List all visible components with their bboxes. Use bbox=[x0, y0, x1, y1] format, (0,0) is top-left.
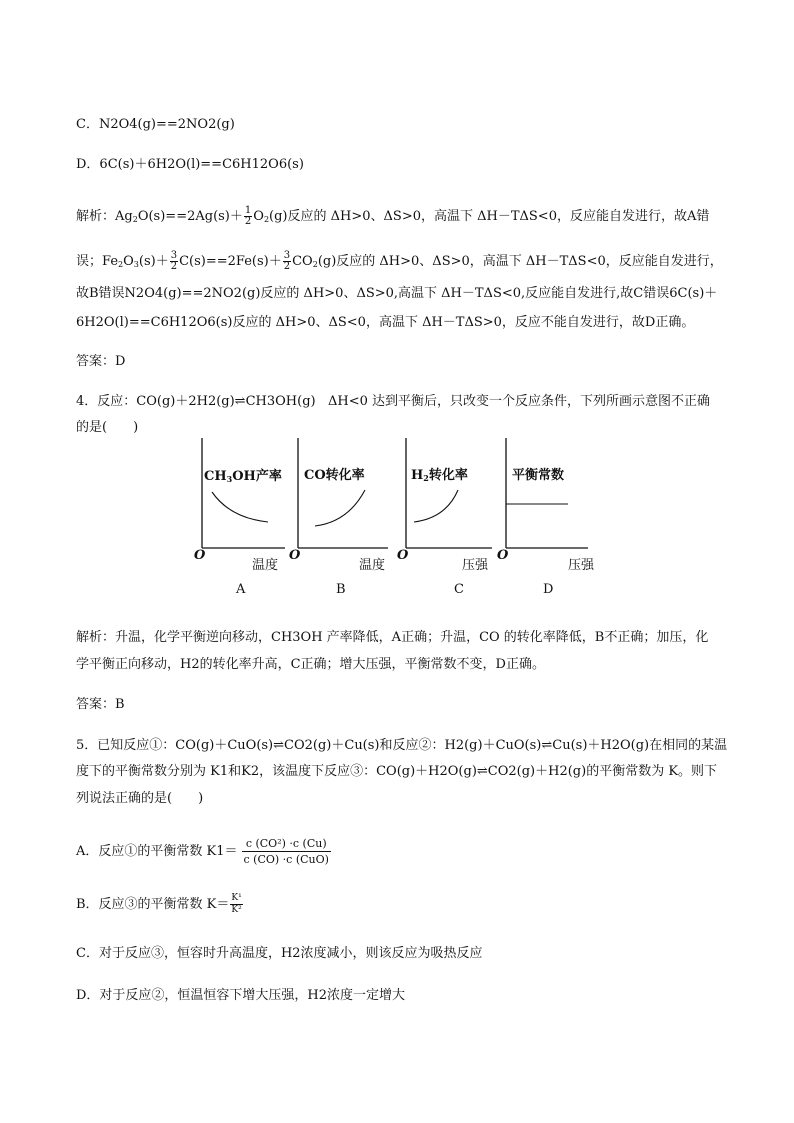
q5-option-d-text: D．对于反应②，恒温恒容下增大压强，H2浓度一定增大 bbox=[76, 988, 406, 1003]
graph-a-title: $CH_3OH$产率 bbox=[204, 469, 282, 484]
q4-answer bbox=[76, 697, 125, 713]
graph-b-title: CO转化率 bbox=[304, 468, 365, 483]
q5-stem-line-3 bbox=[76, 791, 203, 807]
q4-analysis-line-1 bbox=[76, 630, 708, 646]
q4-diagram bbox=[190, 430, 610, 609]
q4-stem-l2-text: 的是( ) bbox=[76, 420, 139, 435]
q3-analysis-line-2: 误；$Fe_2O_3(s)+$ $\frac{3}{2}$ C(s)==2Fe(s)＋ $\frac{3}{2}$ $CO_2(g)$反应的 ΔH>0、ΔS>0，高温下 ΔH－TΔS<0，反应能自发进行， bbox=[76, 250, 723, 272]
graph-b bbox=[298, 438, 388, 548]
q5-option-a-denominator: c (CO) ·c (CuO) bbox=[243, 853, 329, 866]
q4-stem-condition: ΔH<0 达到平衡后，只改变一个反应条件，下列所画示意图不正确 bbox=[328, 394, 711, 409]
q5-option-b-numerator: K¹ bbox=[231, 893, 242, 903]
graph-b-xlabel: 温度 bbox=[359, 558, 386, 573]
q4-analysis-line-2 bbox=[76, 657, 545, 673]
q3-option-c bbox=[76, 117, 235, 133]
q5-option-b-fraction bbox=[230, 893, 242, 916]
q3-analysis-line-4 bbox=[76, 315, 694, 331]
q5-option-a-prefix: A．反应①的平衡常数 K1＝ bbox=[76, 844, 238, 859]
q5-stem-line-1 bbox=[76, 738, 727, 754]
q5-stem-line-2 bbox=[76, 764, 717, 780]
fraction-three-halves-2: $\frac{3}{2}$ bbox=[283, 250, 291, 272]
q5-option-d bbox=[76, 988, 405, 1004]
graph-b-letter: B bbox=[336, 582, 346, 597]
q3-analysis-line-1: 解析：$Ag_2O(s)==2Ag(s)+$ $\frac{1}{2}$ $O_2(g)$反应的 ΔH>0、ΔS>0，高温下 ΔH－TΔS<0，反应能自发进行，故A错 bbox=[76, 205, 710, 227]
q4-stem-line-1 bbox=[76, 394, 710, 410]
q5-stem-l3-text: 列说法正确的是( ) bbox=[76, 791, 204, 806]
q3-option-d-text: D．6C(s)＋6H2O(l)==C6H12O6(s) bbox=[76, 157, 304, 172]
q4-answer-text: 答案：B bbox=[76, 697, 125, 712]
graph-d bbox=[506, 438, 588, 548]
q4-stem-line-2 bbox=[76, 420, 138, 436]
q5-stem-l1-text: 5．已知反应①：CO(g)＋CuO(s)⇌CO2(g)＋Cu(s)和反应②：H2(g)＋CuO(s)⇌Cu(s)＋H2O(g)在相同的某温 bbox=[76, 738, 728, 753]
q3-analysis-l1-tail: 反应的 ΔH>0、ΔS>0，高温下 ΔH－TΔS<0，反应能自发进行，故A错 bbox=[287, 209, 710, 224]
graph-a-curve bbox=[212, 492, 268, 522]
graph-c-curve bbox=[414, 490, 458, 522]
q3-analysis-l4-text: 6H2O(l)==C6H12O6(s)反应的 ΔH>0、ΔS<0，高温下 ΔH－TΔS>0，反应不能自发进行，故D正确。 bbox=[76, 315, 695, 330]
graph-c-title: $H_2$转化率 bbox=[411, 468, 468, 483]
q5-option-b-prefix: B．反应③的平衡常数 K＝ bbox=[76, 897, 230, 912]
q3-analysis-l2-head: 误； bbox=[76, 254, 103, 269]
q5-option-a bbox=[76, 836, 333, 867]
fraction-one-half: $\frac{1}{2}$ bbox=[244, 205, 252, 227]
q4-analysis-l2-text: 学平衡正向移动，H2的转化率升高，C正确；增大压强，平衡常数不变，D正确。 bbox=[76, 657, 545, 672]
q3-option-c-text: C．N2O4(g)==2NO2(g) bbox=[76, 117, 235, 132]
fraction-three-halves: $\frac{3}{2}$ bbox=[170, 250, 178, 272]
q4-stem-reaction: 4．反应：CO(g)＋2H2(g)⇌CH3OH(g) bbox=[76, 394, 316, 409]
q5-option-c bbox=[76, 946, 483, 962]
q5-stem-l2-text: 度下的平衡常数分别为 K1和K2，该温度下反应③：CO(g)＋H2O(g)⇌CO2(g)＋H2(g)的平衡常数为 K。则下 bbox=[76, 764, 718, 779]
graph-a-letter: A bbox=[236, 582, 246, 597]
q5-option-a-numerator: c (CO²) ·c (Cu) bbox=[242, 836, 331, 852]
q3-option-d bbox=[76, 157, 304, 173]
graph-d-letter: D bbox=[543, 582, 554, 597]
q4-analysis-l1-text: 解析：升温，化学平衡逆向移动，CH3OH 产率降低，A正确；升温，CO 的转化率降低，B不正确；加压，化 bbox=[76, 630, 709, 645]
q3-answer bbox=[76, 354, 125, 370]
graph-a bbox=[202, 438, 285, 548]
q5-option-c-text: C．对于反应③，恒容时升高温度，H2浓度减小，则该反应为吸热反应 bbox=[76, 946, 483, 961]
graph-d-origin: O bbox=[497, 548, 509, 563]
q5-option-a-fraction bbox=[240, 836, 333, 867]
graph-a-xlabel: 温度 bbox=[252, 558, 279, 573]
graph-c-origin: O bbox=[397, 548, 409, 563]
graph-d-xlabel: 压强 bbox=[568, 558, 595, 573]
graph-a-origin: O bbox=[194, 548, 206, 563]
q3-analysis-l3-text: 故B错误N2O4(g)==2NO2(g)反应的 ΔH>0、ΔS>0,高温下 ΔH－TΔS<0,反应能自发进行,故C错误6C(s)＋ bbox=[76, 286, 718, 301]
q3-answer-text: 答案：D bbox=[76, 354, 126, 369]
graph-d-title: 平衡常数 bbox=[512, 468, 565, 483]
q4-graphs-svg bbox=[190, 430, 610, 605]
q5-option-b-denominator: K² bbox=[231, 905, 242, 915]
graph-c bbox=[406, 438, 492, 548]
graph-c-xlabel: 压强 bbox=[462, 558, 489, 573]
graph-b-origin: O bbox=[289, 548, 301, 563]
q3-analysis-line-3 bbox=[76, 286, 717, 302]
q3-analysis-prefix: 解析： bbox=[76, 209, 116, 224]
q5-option-b bbox=[76, 893, 244, 916]
q3-analysis-l2-tail: 反应的 ΔH>0、ΔS>0，高温下 ΔH－TΔS<0，反应能自发进行， bbox=[336, 254, 723, 269]
graph-b-curve bbox=[315, 490, 365, 526]
graph-c-letter: C bbox=[454, 582, 464, 597]
